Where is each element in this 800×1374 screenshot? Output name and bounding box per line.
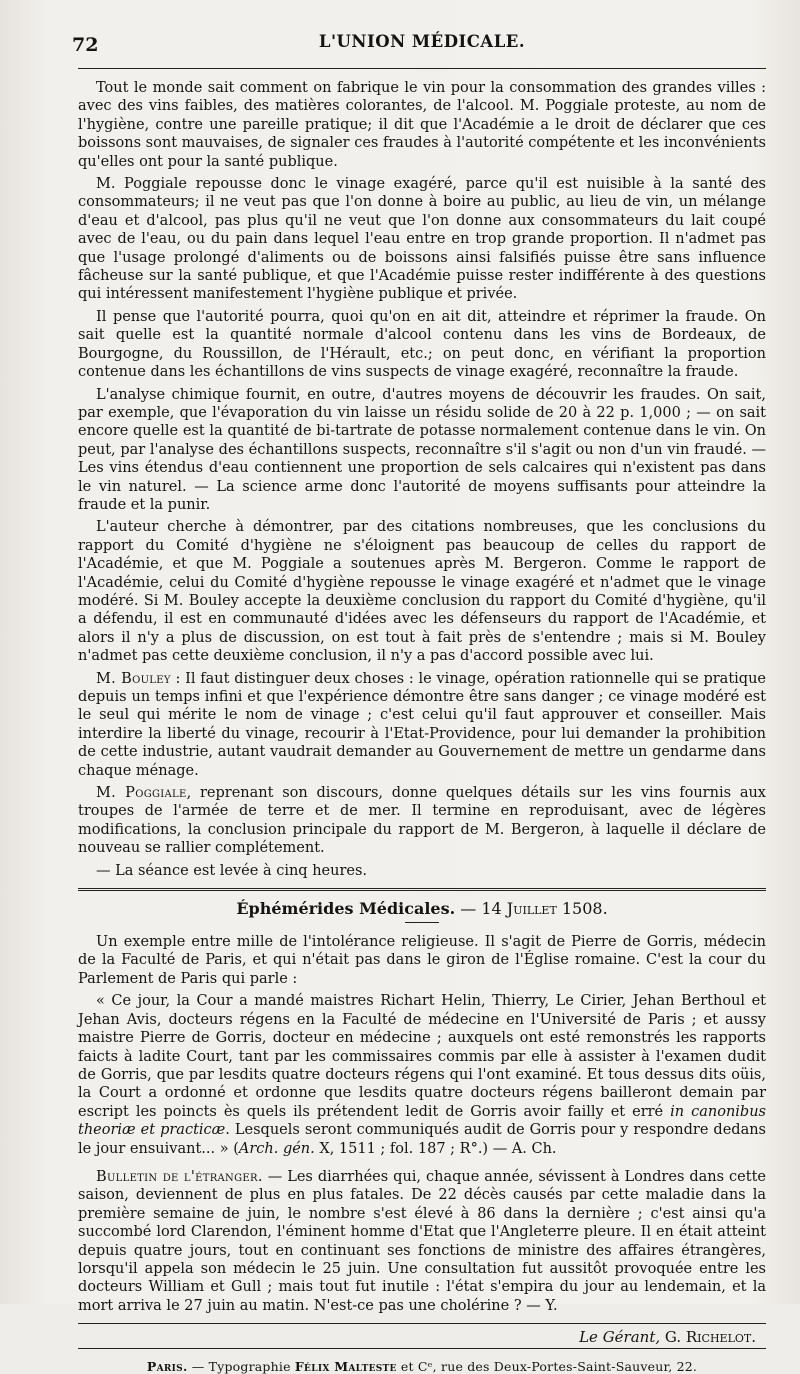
paragraph: Il pense que l'autorité pourra, quoi qu'on en ait dit, atteindre et réprimer la fraude. On sait quelle est la quantité normale d'alcool contenu dans les vins de Bordeaux, de Bourgogne, du Roussillon, de l'Hérault, etc.; on peut donc, en vérifiant la proportion contenue dans les échantillons de vins suspects de vinage exagéré, reconnaître la fraude.	[78, 308, 766, 381]
paragraph: L'auteur cherche à démontrer, par des citations nombreuses, que les conclusions du rapport du Comité d'hygiène ne s'éloignent pas beaucoup de celles du rapport de l'Académie, et que M. Poggiale a soutenues après M. Bergeron. Comme le rapport de l'Académie, celui du Comité d'hygiène repousse le vinage exagéré et n'admet que le vinage modéré. Si M. Bouley accepte la deuxième conclusion du rapport du Comité d'hygiène, qu'il a défendu, il est en communauté d'idées avec les défenseurs du rapport de l'Académie, et alors il n'y a plus de discussion, on est tout à fait près de s'entendre ; mais si M. Bouley n'admet pas cette deuxième conclusion, il n'y a pas d'accord possible avec lui.	[78, 519, 766, 665]
paragraph: Tout le monde sait comment on fabrique le vin pour la consommation des grandes villes : avec des vins faibles, des matières colorantes, de l'alcool. M. Poggiale proteste, au nom de l'hygiène, contre une pareille pratique; il dit que l'Académie a le droit de déclarer que ces boissons sont mauvaises, de signaler ces fraudes à l'autorité compétente et les inconvénients qu'elles ont pour la santé publique.	[78, 80, 766, 170]
bulletin-label: Bulletin de l'étranger.	[96, 1168, 263, 1185]
paragraph: Un exemple entre mille de l'intolérance religieuse. Il s'agit de Pierre de Gorris, médecin de la Faculté de Paris, et qui n'était pas dans le giron de l'Église romaine. C'est la cour du Parlement de Paris qui parle :	[78, 934, 766, 987]
imprint-text: — Typographie	[187, 1359, 295, 1374]
printer-imprint	[78, 1359, 766, 1374]
imprint-address: et Cᵉ, rue des Deux-Portes-Saint-Sauveur, 22.	[396, 1359, 698, 1374]
header-rule	[78, 68, 766, 69]
paragraph: L'analyse chimique fournit, en outre, d'autres moyens de découvrir les fraudes. On sait, par exemple, que l'évaporation du vin laisse un résidu solide de 20 à 22 p. 1,000 ; — on sait encore quelle est la quantité de bi-tartrate de potasse normalement contenue dans le vin. On peut, par l'analyse des échantillons suspects, reconnaître s'il s'agit ou non d'un vin fraudé. — Les vins étendus d'eau contiennent une proportion de sels calcaires qui n'existent pas dans le vin naturel. — La science arme donc l'autorité de moyens suffisants pour atteindre la fraude et la punir.	[78, 386, 766, 513]
imprint-printer: Félix Malteste	[294, 1359, 397, 1374]
speaker-name: M. Bouley	[96, 670, 171, 687]
quote-end: . Lesquels seront communiqués audit de Gorris pour y respondre dedans le jour ensuivant... » (	[78, 1122, 766, 1157]
imprint-city: Paris.	[146, 1359, 188, 1374]
archive-reference: Arch. gén.	[238, 1140, 315, 1157]
paragraph	[78, 784, 766, 858]
reference-tail: X, 1511 ; fol. 187 ; R°.) — A. Ch.	[314, 1140, 557, 1157]
bulletin-paragraph	[78, 1168, 766, 1315]
paragraph-text: , reprenant son discours, donne quelques détails sur les vins fournis aux troupes de l'armée de terre et de mer. Il termine en reproduisant, avec de légères modifications, la conclusion principale du rapport de M. Bergeron, à laquelle il déclare de nouveau se rallier complétement.	[78, 785, 766, 857]
speaker-name: M. Poggiale	[96, 785, 187, 802]
section-title	[78, 899, 766, 918]
page-header	[72, 22, 766, 62]
section-divider	[78, 888, 766, 891]
paragraph: M. Poggiale repousse donc le vinage exagéré, parce qu'il est nuisible à la santé des consommateurs; il ne veut pas que l'on donne à boire au public, au lieu de vin, un mélange d'eau et d'alcool, pas plus qu'il ne veut que l'on donne aux consommateurs du lait coupé avec de l'eau, ou du pain dans lequel l'eau entre en trop grande proportion. Il n'admet pas que l'usage prolongé d'aliments ou de boissons ainsi falsifiés puisse être sans influence fâcheuse sur la santé publique, et que l'Académie puisse rester indifférente à des questions qui intéressent manifestement l'hygiène publique et privée.	[78, 176, 766, 303]
page-number: 72	[72, 34, 99, 56]
quote-text: « Ce jour, la Cour a mandé maistres Richart Helin, Thierry, Le Cirier, Jehan Berthoul et Jehan Avis, docteurs régens en la Faculté de médecine en l'Université de Paris ; et aussy maistre Pierre de Gorris, docteur en médecine ; auxquels ont esté remonstrés les rapports faicts à ladite Court, tant par les commissaires commis par elle à assister à l'examen dudit de Gorris, que par lesdits quatre docteurs régens qui l'ont examiné. Et tous dessus dits oüis, la Court a ordonné et ordonne que lesdits quatre docteurs régens bailleront demain par escript les poincts ès quels ils prétendent ledit de Gorris avoir failly et erré	[78, 993, 766, 1120]
paragraph-text: : Il faut distinguer deux choses : le vinage, opération rationnelle qui se pratique depuis un temps infini et que l'expérience démontre être sans danger ; ce vinage modéré est le seul qui mérite le nom de vinage ; c'est celui qu'il faut approuver et conseiller. Mais interdire la liberté du vinage, recourir à l'Etat-Providence, pour lui demander la prohibition de cette industrie, autant vaudrait demander au Gouvernement de mettre un gendarme dans chaque ménage.	[78, 670, 766, 779]
signature-role: Le Gérant,	[579, 1328, 661, 1347]
journal-title: L'UNION MÉDICALE.	[318, 32, 526, 51]
paragraph: — La séance est levée à cinq heures.	[96, 862, 368, 879]
signature-name: G. Richelot.	[660, 1328, 756, 1347]
article-body	[78, 79, 766, 880]
bulletin-text: — Les diarrhées qui, chaque année, sévissent à Londres dans cette saison, deviennent de plus en plus fatales. De 22 décès causés par cette maladie dans la première semaine de juin, le nombre s'est élevé à 86 dans la dernière ; c'est ainsi qu'a succombé lord Clarendon, l'éminent homme d'Etat que l'Angleterre pleure. Il en était atteint depuis quatre jours, tout en continuant ses fonctions de ministre des affaires étrangères, lorsqu'il appela son médecin le 25 juin. Une consultation fut aussitôt provoquée entre les docteurs William et Gull ; mais tout fut inutile : l'état s'empira du jour au lendemain, et la mort arriva le 27 juin au matin. N'est-ce pas une cholérine ? — Y.	[78, 1168, 766, 1314]
section-date: — 14 Juillet 1508.	[455, 899, 608, 919]
signature	[78, 1328, 756, 1346]
paragraph	[78, 670, 766, 780]
section-title-text: Éphémérides Médicales.	[236, 899, 456, 919]
footer-rule	[78, 1323, 766, 1324]
imprint-rule	[78, 1348, 766, 1349]
latin-phrase: in canonibus theoriæ et practicæ	[78, 1103, 766, 1139]
short-rule	[405, 922, 439, 923]
ephemerides-body	[78, 933, 766, 1315]
quote-paragraph	[78, 992, 766, 1158]
